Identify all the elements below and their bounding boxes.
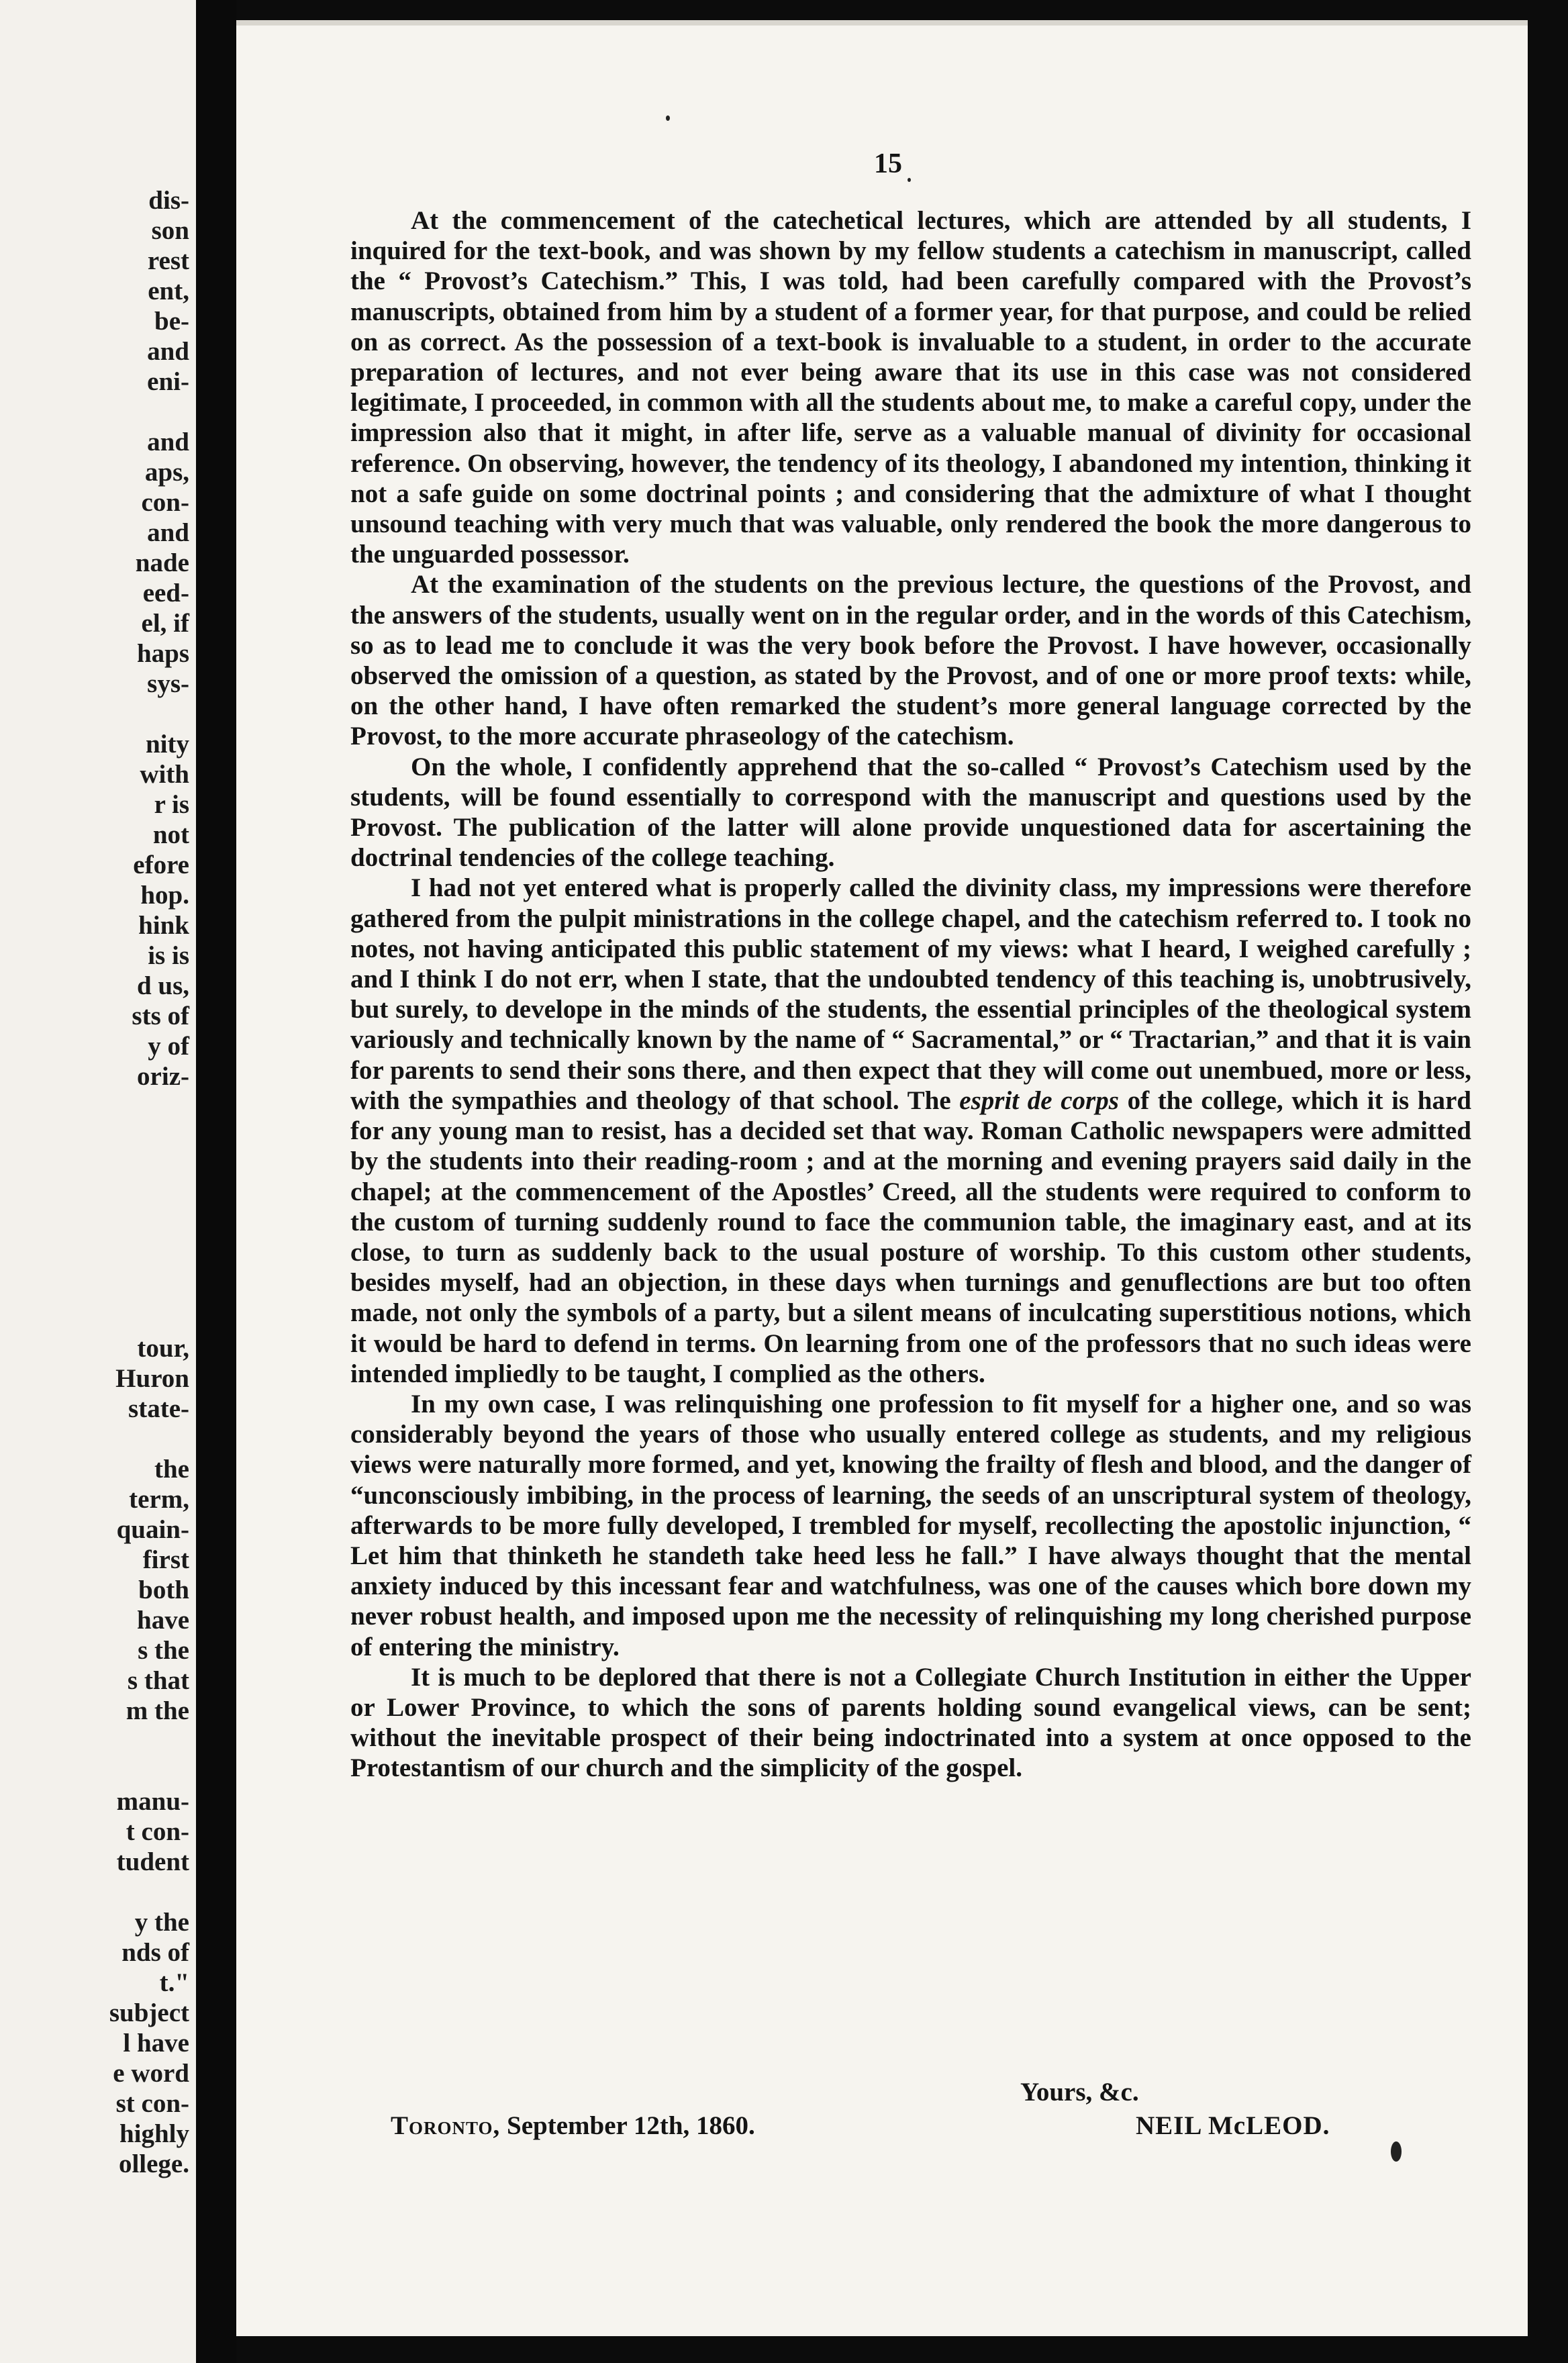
- facing-page-fragment: m the: [126, 1696, 189, 1725]
- facing-page-fragment: the: [154, 1455, 189, 1484]
- facing-page-fragment: rest: [147, 246, 189, 275]
- facing-page-fragment: dis-: [148, 186, 189, 215]
- book-gutter: [196, 0, 236, 2363]
- facing-page-fragment: nds of: [121, 1938, 189, 1967]
- dateline: [391, 2111, 755, 2141]
- dateline-city: Toronto,: [391, 2111, 501, 2140]
- facing-page-fragment: e word: [113, 2059, 189, 2088]
- facing-page-fragment: Huron: [115, 1364, 189, 1393]
- esprit-de-corps-phrase: esprit de corps: [959, 1086, 1119, 1115]
- facing-page-fragment: and: [147, 428, 189, 456]
- dateline-date: September 12th, 1860.: [507, 2111, 755, 2140]
- facing-page-fragment: r is: [154, 790, 189, 819]
- facing-page-fragment: d us,: [136, 971, 189, 1000]
- facing-page-fragment: s the: [138, 1636, 189, 1665]
- facing-page-fragment: term,: [129, 1485, 189, 1514]
- facing-page-fragment: y of: [148, 1032, 189, 1061]
- document-page: [236, 20, 1528, 2336]
- facing-page-fragment: t con-: [126, 1817, 189, 1846]
- facing-page-fragment: hop.: [140, 881, 189, 910]
- facing-page-fragment: [109, 1273, 189, 1303]
- facing-page-fragment: manu-: [116, 1787, 189, 1816]
- facing-page-fragment: both: [138, 1576, 189, 1604]
- facing-page-fragment: [109, 1756, 189, 1786]
- facing-page-fragment: sts of: [132, 1002, 189, 1030]
- paragraph-examination: At the examination of the students on the previous lecture, the questions of the Provost, and the answers of the students, usually went on in the regular order, and in the words of this Catechism, so as to lead me to conclude it was the very book before the Provost. I have however, occasionally observed the omission of a question, as stated by the Provost, and of one or more proof texts: while, on the other hand, I have often remarked the student’s more general language corrected by the Provost, to the more accurate phraseology of the catechism.: [350, 570, 1471, 751]
- facing-page-fragment: [109, 1152, 189, 1182]
- facing-page-fragment: tudent: [116, 1847, 189, 1876]
- facing-page-fragment: aps,: [144, 458, 189, 487]
- paragraph-divinity-class: [350, 873, 1471, 1388]
- paragraph-own-case: In my own case, I was relinquishing one profession to fit myself for a higher one, and so was considerably beyond the years of those who usually entered college as students, and my religious views were naturally more formed, and yet, knowing the frailty of flesh and blood, and the danger of “unconsciously imbibing, in the process of learning, the seeds of an unscriptural system of theology, afterwards to be more fully developed, I trembled for myself, recollecting the apostolic injunction, “ Let him that thinketh he standeth take heed less he fall.” I have always thought that the mental anxiety induced by this incessant fear and watchfulness, was one of the causes which bore down my never robust health, and imposed upon me the necessity of relinquishing my long cherished purpose of entering the ministry.: [350, 1389, 1471, 1661]
- facing-page-fragment: s that: [127, 1666, 189, 1695]
- facing-page-fragment: is is: [148, 941, 189, 970]
- facing-page-fragment: first: [142, 1545, 189, 1574]
- facing-page-fragment: subject: [109, 1998, 189, 2027]
- facing-page-fragment: [109, 1122, 189, 1152]
- facing-page-text-fragments: [109, 185, 189, 2179]
- paragraph-catechism: At the commencement of the catechetical lectures, which are attended by all students, I inquired for the text-book, and was shown by my fellow students a catechism in manuscript, called the “ Provost’s Catechism.” This, I was told, had been carefully compared with the Provost’s manuscripts, obtained from him by a student of a former year, for that purpose, and could be relied on as correct. As the possession of a text-book is invaluable to a student, in order to the accurate preparation of lectures, and not ever being aware that its use in this case was not considered legitimate, I proceeded, in common with all the students about me, to make a careful copy, under the impression also that it might, in after life, serve as a valuable manual of divinity for occasional reference. On observing, however, the tendency of its theology, I abandoned my intention, thinking it not a safe guide on some doctrinal points ; and considering that the admixture of what I thought unsound teaching with very much that was valuable, only rendered the book the more dangerous to the unguarded possessor.: [350, 206, 1471, 569]
- ink-speck: [908, 178, 911, 182]
- facing-page-fragment: l have: [123, 2029, 189, 2058]
- facing-page-fragment: have: [137, 1606, 189, 1635]
- facing-page-fragment: not: [152, 820, 189, 849]
- facing-page-fragment: con-: [141, 488, 189, 517]
- facing-page-fragment: eni-: [147, 367, 189, 396]
- facing-page-fragment: [109, 1182, 189, 1212]
- ink-speck: [1391, 2141, 1402, 2162]
- facing-page-fragment: ent,: [148, 277, 189, 305]
- facing-page-fragment: sys-: [147, 669, 189, 698]
- facing-page-fragment: y the: [134, 1908, 189, 1937]
- facing-page-fragment: ollege.: [118, 2150, 189, 2178]
- facing-page-fragment: oriz-: [137, 1062, 189, 1091]
- paragraph-on-the-whole: On the whole, I confidently apprehend that the so-called “ Provost’s Catechism used by the students, will be found essentially to correspond with the manuscript and questions used by the Provost. The publication of the latter will alone provide unquestioned data for ascertaining the doctrinal tendencies of the college teaching.: [350, 752, 1471, 873]
- facing-page-fragment: be-: [154, 307, 189, 336]
- facing-page-fragment: [109, 1212, 189, 1243]
- facing-page-edge: [0, 0, 196, 2363]
- facing-page-fragment: [109, 1726, 189, 1756]
- facing-page-fragment: son: [151, 216, 189, 245]
- signature: NEIL McLEOD.: [1136, 2111, 1330, 2140]
- facing-page-fragment: haps: [136, 639, 189, 668]
- facing-page-fragment: with: [140, 760, 189, 789]
- facing-page-fragment: nade: [135, 548, 189, 577]
- facing-page-fragment: el, if: [141, 609, 189, 638]
- facing-page-fragment: state-: [128, 1394, 189, 1423]
- facing-page-fragment: [109, 397, 189, 427]
- facing-page-fragment: eed-: [142, 579, 189, 608]
- facing-page-fragment: [109, 1877, 189, 1907]
- facing-page-fragment: t.": [159, 1968, 189, 1997]
- page-top-edge: [236, 20, 1528, 26]
- facing-page-fragment: efore: [133, 851, 189, 879]
- facing-page-fragment: [109, 699, 189, 729]
- page-number: 15: [874, 148, 902, 179]
- paragraph-deplored: It is much to be deplored that there is not a Collegiate Church Institution in either the Upper or Lower Province, to which the sons of parents holding sound evangelical views, can be sent; without the inevitable prospect of their being indoctrinated into a system at once opposed to the Protestantism of our church and the simplicity of the gospel.: [350, 1662, 1471, 1783]
- ink-speck: [666, 115, 670, 121]
- facing-page-fragment: tour,: [137, 1334, 189, 1363]
- facing-page-fragment: highly: [119, 2119, 189, 2148]
- paragraph-divinity-class-tail: of the college, which it is hard for any young man to resist, has a decided set that way. Roman Catholic newspapers were admitted by the students into their reading-room ; and at the morning and evening prayers said daily in the chapel; at the commencement of the Apostles’ Creed, all the students were required to conform to the custom of turning suddenly round to face the communion table, the imaginary east, and at its close, to turn as suddenly back to the usual posture of worship. To this custom other students, besides myself, had an objection, in these days when turnings and genuflections are but too often made, not only the symbols of a party, but a silent means of inculcating superstitious notions, which it would be hard to defend in terms. On learning from one of the professors that no such ideas were intended impliedly to be taught, I complied as the others.: [350, 1086, 1471, 1388]
- facing-page-fragment: quain-: [116, 1515, 189, 1544]
- facing-page-fragment: and: [147, 518, 189, 547]
- facing-page-fragment: [109, 1424, 189, 1454]
- letter-body: [350, 205, 1471, 1784]
- facing-page-fragment: [109, 1243, 189, 1273]
- closing-salutation: Yours, &c.: [1020, 2078, 1139, 2107]
- facing-page-fragment: and: [147, 337, 189, 366]
- facing-page-fragment: [109, 1303, 189, 1333]
- facing-page-fragment: nity: [145, 730, 189, 759]
- facing-page-fragment: [109, 1092, 189, 1122]
- paragraph-divinity-class-head: I had not yet entered what is properly called the divinity class, my impressions were therefore gathered from the pulpit ministrations in the college chapel, and the catechism referred to. I took no notes, not having anticipated this public statement of my views: what I heard, I weighed carefully ; and I think I do not err, when I state, that the undoubted tendency of this teaching is, unobtrusively, but surely, to develope in the minds of the students, the essential principles of the theological system variously and technically known by the name of “ Sacramental,” or “ Tractarian,” and that it is vain for parents to send their sons there, and then expect that they will come out unembued, more or less, with the sympathies and theology of that school. The: [350, 873, 1471, 1115]
- facing-page-fragment: hink: [138, 911, 189, 940]
- facing-page-fragment: st con-: [115, 2089, 189, 2118]
